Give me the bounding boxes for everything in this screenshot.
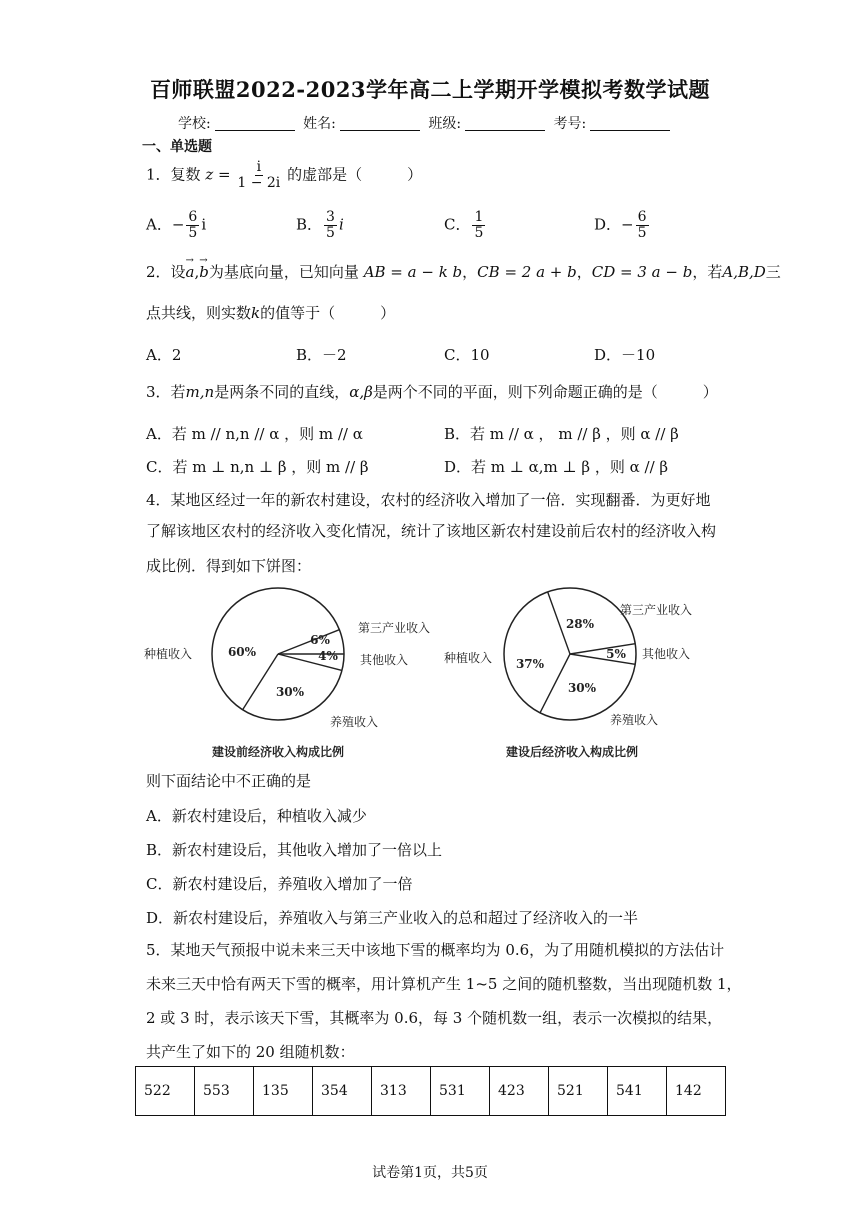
slice-percent-label: 30% bbox=[567, 681, 597, 695]
option-tail: i bbox=[201, 215, 207, 234]
random-number-table bbox=[135, 1066, 726, 1116]
option-den: 5 bbox=[637, 225, 647, 241]
option-den: 5 bbox=[474, 225, 484, 241]
option-fraction bbox=[324, 210, 337, 241]
q5-line-2: 未来三天中恰有两天下雪的概率，用计算机产生 1~5 之间的随机整数，当出现随机数 1， bbox=[146, 975, 742, 993]
option-num: 6 bbox=[637, 209, 647, 225]
slice-category-label: 种植收入 bbox=[444, 651, 493, 665]
slice-category-label: 其他收入 bbox=[642, 647, 691, 661]
q1-z: z = bbox=[205, 165, 231, 184]
table-cell: 313 bbox=[372, 1067, 431, 1116]
slice-category-label: 种植收入 bbox=[144, 647, 193, 661]
page-title: 百师联盟2022-2023学年高二上学期开学模拟考数学试题 bbox=[149, 77, 711, 102]
question-3 bbox=[146, 382, 718, 402]
pie-chart-title: 建设后经济收入构成比例 bbox=[505, 745, 639, 759]
school-blank[interactable] bbox=[215, 116, 295, 131]
slice-percent-label: 6% bbox=[310, 633, 330, 647]
pie-charts-svg bbox=[142, 588, 693, 768]
question-2-line-2 bbox=[146, 303, 395, 323]
option-label: D． bbox=[594, 215, 622, 234]
q1-den: 1 − 2i bbox=[237, 175, 281, 191]
option-label: A． bbox=[146, 215, 172, 234]
q3-option-d[interactable]: D．若 m ⊥ α,m ⊥ β ，则 α // β bbox=[444, 458, 669, 476]
q2-text-a: 2．设 bbox=[146, 263, 186, 281]
name-blank[interactable] bbox=[340, 116, 420, 131]
q3-option-b[interactable]: B．若 m // α ， m // β ，则 α // β bbox=[444, 425, 679, 443]
slice-percent-label: 30% bbox=[275, 685, 305, 699]
option-label: B． bbox=[296, 215, 323, 234]
q1-num: i bbox=[256, 159, 262, 175]
q3-text-c: 是两个不同的平面，则下列命题正确的是（ ） bbox=[372, 383, 718, 401]
q4-line-2: 了解该地区农村的经济收入变化情况，统计了该地区新农村建设前后农村的经济收入构 bbox=[146, 522, 717, 540]
pie-chart-2 bbox=[444, 588, 692, 759]
question-2-line-1: 2．设→ a,→ b为基底向量，已知向量 AB = a − k b，CB = 2 a + b，CD = 3 a − b，若A,B,D三 bbox=[146, 262, 781, 282]
option-num: 6 bbox=[188, 209, 198, 225]
option-fraction bbox=[472, 210, 485, 241]
table-cell: 423 bbox=[490, 1067, 549, 1116]
q4-option-b[interactable]: B．新农村建设后，其他收入增加了一倍以上 bbox=[146, 841, 443, 859]
q2-vec-a: → a bbox=[186, 262, 195, 282]
q4-line-3: 成比例．得到如下饼图： bbox=[146, 557, 312, 575]
page-footer: 试卷第1页，共5页 bbox=[372, 1165, 488, 1181]
option-sign: − bbox=[621, 215, 634, 234]
q5-line-3: 2 或 3 时，表示该天下雪，其概率为 0.6，每 3 个随机数一组，表示一次模拟的结果， bbox=[146, 1009, 723, 1027]
q2-line2-b: 的值等于（ ） bbox=[260, 304, 396, 322]
q2-text-b: 为基底向量，已知向量 bbox=[208, 263, 359, 281]
q2-cd: CD = 3 a − b bbox=[591, 263, 693, 281]
q2-points: A,B,D bbox=[722, 263, 766, 281]
q1-option-c[interactable] bbox=[444, 210, 487, 241]
q2-option-b[interactable]: B．－2 bbox=[296, 346, 347, 364]
slice-category-label: 养殖收入 bbox=[330, 715, 379, 729]
option-den: 5 bbox=[326, 225, 335, 241]
slice-percent-label: 4% bbox=[318, 649, 338, 663]
table-cell: 531 bbox=[431, 1067, 490, 1116]
name-label: 姓名: bbox=[303, 116, 336, 132]
option-label: C． bbox=[444, 215, 471, 234]
q5-line-4: 共产生了如下的 20 组随机数： bbox=[146, 1043, 355, 1061]
q2-line2: 点共线，则实数 bbox=[146, 304, 252, 322]
q2-option-a[interactable]: A．2 bbox=[146, 346, 182, 364]
option-num: 3 bbox=[326, 209, 335, 225]
exam-no-label: 考号: bbox=[553, 116, 587, 132]
q3-alpha-beta: α,β bbox=[349, 383, 373, 401]
option-tail: i bbox=[338, 215, 344, 234]
q1-suffix: 的虚部是（ ） bbox=[287, 165, 423, 184]
slice-percent-label: 28% bbox=[565, 617, 595, 631]
q1-option-b[interactable] bbox=[296, 210, 344, 241]
option-num: 1 bbox=[474, 209, 484, 225]
q4-option-a[interactable]: A．新农村建设后，种植收入减少 bbox=[146, 807, 367, 825]
q2-option-c[interactable]: C．10 bbox=[444, 346, 490, 364]
table-cell: 553 bbox=[195, 1067, 254, 1116]
q1-fraction bbox=[237, 160, 280, 191]
slice-percent-label: 37% bbox=[515, 657, 545, 671]
pie-chart-title: 建设前经济收入构成比例 bbox=[211, 745, 345, 759]
q4-option-d[interactable]: D．新农村建设后，养殖收入与第三产业收入的总和超过了经济收入的一半 bbox=[146, 909, 639, 927]
option-fraction bbox=[636, 210, 649, 241]
slice-category-label: 第三产业收入 bbox=[620, 603, 693, 617]
q2-option-d[interactable]: D．－10 bbox=[594, 346, 656, 364]
student-info-line bbox=[178, 113, 674, 133]
slice-category-label: 养殖收入 bbox=[610, 713, 659, 727]
q2-vec-b: → b bbox=[199, 262, 209, 282]
q1-prefix: 1．复数 bbox=[146, 165, 201, 184]
q2-k: k bbox=[251, 304, 261, 322]
pie-chart-1 bbox=[144, 588, 430, 759]
q3-option-c[interactable]: C．若 m ⊥ n,n ⊥ β ，则 m // β bbox=[146, 458, 369, 476]
q5-line-1: 5．某地天气预报中说未来三天中该地下雪的概率均为 0.6，为了用随机模拟的方法估计 bbox=[146, 941, 725, 959]
slice-category-label: 第三产业收入 bbox=[358, 621, 431, 635]
table-cell: 142 bbox=[667, 1067, 726, 1116]
q2-text-d: 三 bbox=[765, 263, 781, 281]
slice-percent-label: 5% bbox=[606, 647, 626, 661]
q2-cb: CB = 2 a + b bbox=[477, 263, 577, 281]
q3-text-a: 3．若 bbox=[146, 383, 186, 401]
option-sign: − bbox=[171, 215, 185, 234]
school-label: 学校: bbox=[178, 116, 211, 132]
q3-option-a[interactable]: A．若 m // n,n // α ，则 m // α bbox=[146, 425, 363, 443]
table-cell: 354 bbox=[313, 1067, 372, 1116]
q2-ab: AB = a − k b bbox=[363, 263, 463, 281]
table-cell: 135 bbox=[254, 1067, 313, 1116]
table-row bbox=[136, 1067, 726, 1116]
slice-category-label: 其他收入 bbox=[360, 653, 409, 667]
q4-after: 则下面结论中不正确的是 bbox=[146, 772, 312, 790]
q4-line-1: 4．某地区经过一年的新农村建设，农村的经济收入增加了一倍．实现翻番．为更好地 bbox=[146, 491, 711, 509]
table-cell: 541 bbox=[608, 1067, 667, 1116]
option-fraction bbox=[186, 210, 199, 241]
option-den: 5 bbox=[188, 225, 198, 241]
table-cell: 522 bbox=[136, 1067, 195, 1116]
q4-option-c[interactable]: C．新农村建设后，养殖收入增加了一倍 bbox=[146, 875, 413, 893]
table-cell: 521 bbox=[549, 1067, 608, 1116]
q2-text-c: ，若 bbox=[692, 263, 723, 281]
q1-option-a[interactable] bbox=[146, 210, 206, 241]
q1-option-d[interactable] bbox=[594, 210, 651, 241]
slice-percent-label: 60% bbox=[227, 645, 257, 659]
class-label: 班级: bbox=[428, 116, 462, 132]
class-blank[interactable] bbox=[465, 116, 545, 131]
exam-no-blank[interactable] bbox=[590, 116, 670, 131]
pie-charts bbox=[142, 588, 693, 768]
q3-text-b: 是两条不同的直线， bbox=[214, 383, 350, 401]
section-heading: 一、单选题 bbox=[142, 139, 212, 155]
q3-mn: m,n bbox=[185, 383, 215, 401]
question-1 bbox=[146, 160, 422, 191]
